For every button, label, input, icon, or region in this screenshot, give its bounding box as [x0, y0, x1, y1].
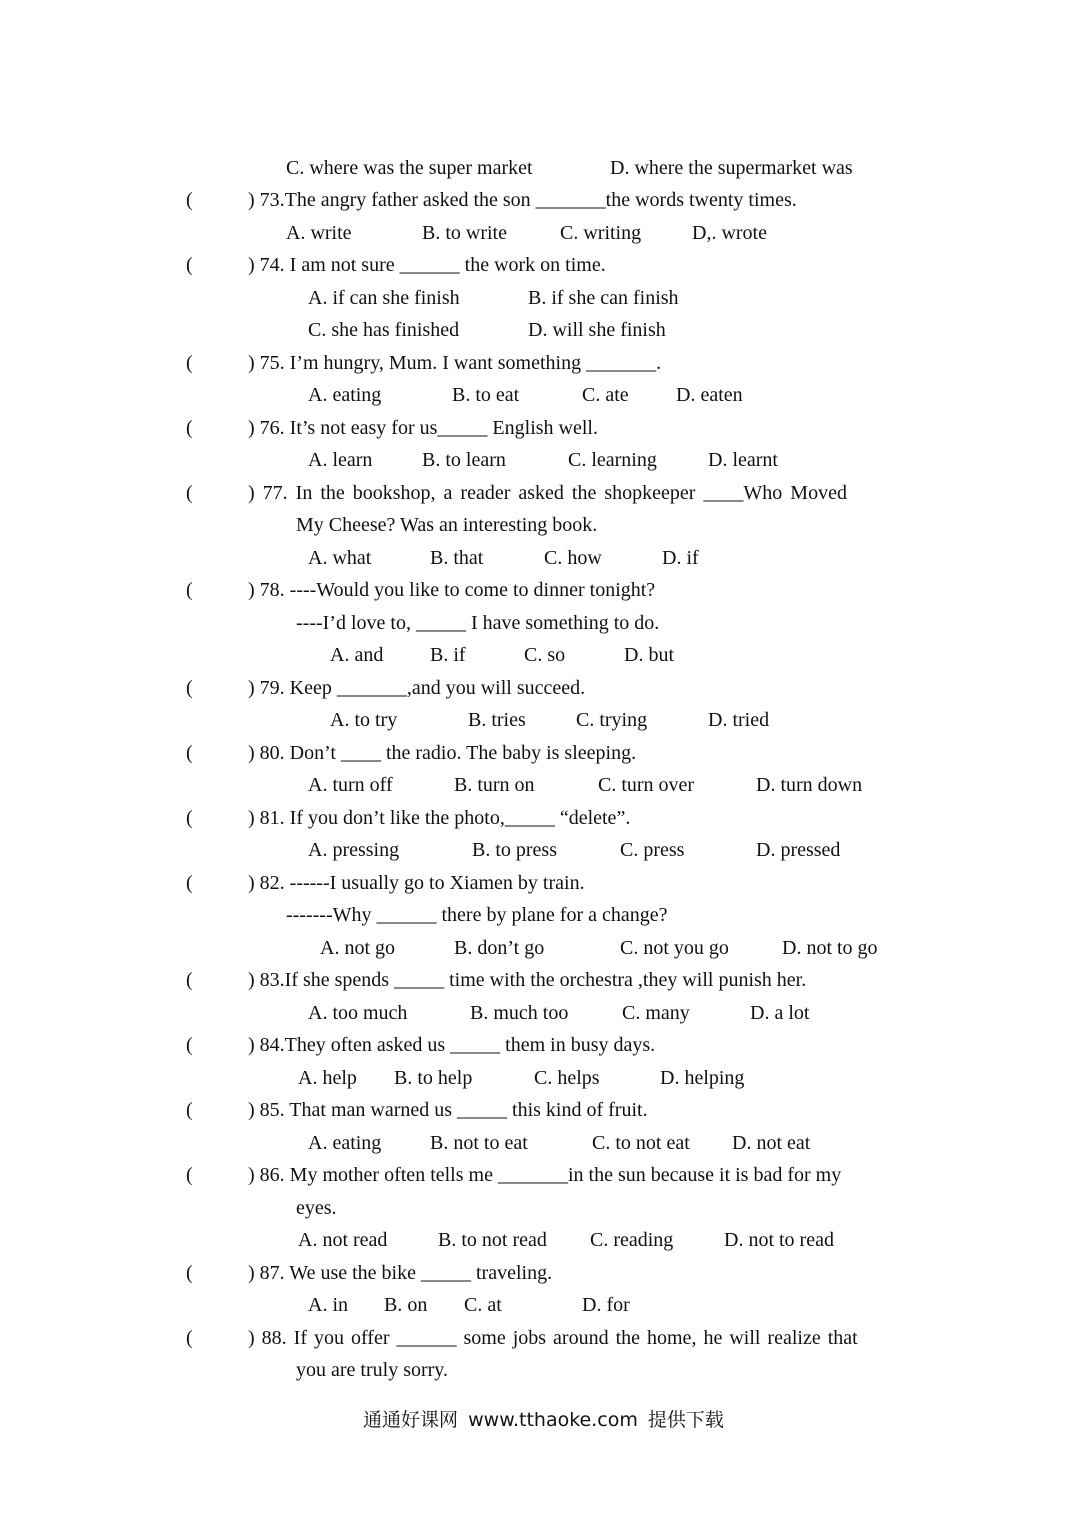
option: B. to help [394, 1067, 473, 1089]
option: B. if [430, 644, 466, 666]
footer-site: 通通好课网 [363, 1409, 459, 1431]
option: B. to not read [438, 1229, 547, 1251]
option: A. pressing [308, 839, 400, 861]
option: B. to write [422, 222, 507, 244]
option: D. a lot [750, 1002, 810, 1024]
option: B. on [384, 1294, 428, 1316]
option: A. turn off [308, 774, 393, 796]
answer-paren: ( [186, 1034, 193, 1056]
option: C. press [620, 839, 685, 861]
page-footer [0, 1408, 1087, 1432]
option: D. helping [660, 1067, 745, 1089]
option: A. in [308, 1294, 348, 1316]
answer-paren: ( [186, 482, 193, 504]
question-stem: ) 85. That man warned us _____ this kind of fruit. [248, 1099, 648, 1121]
option: C. ate [582, 384, 629, 406]
question-stem: ) 88. If you offer ______ some jobs around the home, he will realize that [248, 1327, 858, 1349]
question-stem: ) 87. We use the bike _____ traveling. [248, 1262, 553, 1284]
answer-paren: ( [186, 352, 193, 374]
question-stem: ) 84.They often asked us _____ them in busy days. [248, 1034, 656, 1056]
option: C. turn over [598, 774, 695, 796]
question-stem-cont: eyes. [296, 1197, 337, 1219]
question-stem: ) 79. Keep _______,and you will succeed. [248, 677, 586, 699]
option: D. but [624, 644, 674, 666]
option: D. if [662, 547, 699, 569]
question-stem-cont: -------Why ______ there by plane for a change? [286, 904, 668, 926]
option: A. not go [320, 937, 395, 959]
option: B. to press [472, 839, 557, 861]
option: C. writing [560, 222, 642, 244]
option: C. to not eat [592, 1132, 690, 1154]
option: A. too much [308, 1002, 408, 1024]
answer-paren: ( [186, 742, 193, 764]
option: C. trying [576, 709, 648, 731]
option: A. to try [330, 709, 398, 731]
option-d-72: D. where the supermarket was [610, 157, 853, 179]
question-stem: ) 86. My mother often tells me _______in the sun because it is bad for my [248, 1164, 842, 1186]
option: B. not to eat [430, 1132, 528, 1154]
option: D. learnt [708, 449, 778, 471]
answer-paren: ( [186, 254, 193, 276]
option: C. at [464, 1294, 502, 1316]
option: B. much too [470, 1002, 569, 1024]
question-stem: ) 74. I am not sure ______ the work on time. [248, 254, 606, 276]
option: B. tries [468, 709, 526, 731]
option: C. helps [534, 1067, 600, 1089]
answer-paren: ( [186, 579, 193, 601]
question-stem: ) 76. It’s not easy for us_____ English well. [248, 417, 598, 439]
answer-paren: ( [186, 872, 193, 894]
option: B. don’t go [454, 937, 545, 959]
question-stem: ) 77. In the bookshop, a reader asked the shopkeeper ____Who Moved [248, 482, 847, 504]
option: D. pressed [756, 839, 841, 861]
question-stem-cont: My Cheese? Was an interesting book. [296, 514, 598, 536]
option: D. eaten [676, 384, 743, 406]
question-stem: ) 75. I’m hungry, Mum. I want something _______. [248, 352, 662, 374]
answer-paren: ( [186, 417, 193, 439]
option: D. not eat [732, 1132, 811, 1154]
question-stem: ) 73.The angry father asked the son _______the words twenty times. [248, 189, 797, 211]
option: A. eating [308, 1132, 382, 1154]
question-stem-cont: you are truly sorry. [296, 1359, 448, 1381]
option: A. learn [308, 449, 373, 471]
option: D. tried [708, 709, 770, 731]
answer-paren: ( [186, 677, 193, 699]
option: B. turn on [454, 774, 535, 796]
option: C. how [544, 547, 602, 569]
answer-paren: ( [186, 1099, 193, 1121]
answer-paren: ( [186, 1262, 193, 1284]
question-stem: ) 82. ------I usually go to Xiamen by train. [248, 872, 585, 894]
question-stem: ) 78. ----Would you like to come to dinner tonight? [248, 579, 656, 601]
option: D. turn down [756, 774, 863, 796]
option: D,. wrote [692, 222, 767, 244]
option: C. reading [590, 1229, 674, 1251]
option: A. help [298, 1067, 357, 1089]
question-stem: ) 83.If she spends _____ time with the orchestra ,they will punish her. [248, 969, 807, 991]
option: A. and [330, 644, 384, 666]
option: C. not you go [620, 937, 729, 959]
option: C. she has finished [308, 319, 460, 341]
option: B. to learn [422, 449, 506, 471]
footer-note: 提供下载 [647, 1409, 724, 1431]
option-c-72: C. where was the super market [286, 157, 533, 179]
option: A. what [308, 547, 372, 569]
option: A. write [286, 222, 352, 244]
option: D. will she finish [528, 319, 666, 341]
option: B. if she can finish [528, 287, 679, 309]
option: A. not read [298, 1229, 388, 1251]
question-stem-cont: ----I’d love to, _____ I have something to do. [296, 612, 660, 634]
answer-paren: ( [186, 807, 193, 829]
option: C. many [622, 1002, 690, 1024]
question-stem: ) 81. If you don’t like the photo,_____ “delete”. [248, 807, 631, 829]
answer-paren: ( [186, 1327, 193, 1349]
option: A. if can she finish [308, 287, 460, 309]
answer-paren: ( [186, 189, 193, 211]
option: B. to eat [452, 384, 520, 406]
option: D. for [582, 1294, 630, 1316]
option: C. learning [568, 449, 657, 471]
option: D. not to go [782, 937, 878, 959]
answer-paren: ( [186, 969, 193, 991]
question-stem: ) 80. Don’t ____ the radio. The baby is sleeping. [248, 742, 637, 764]
option: D. not to read [724, 1229, 834, 1251]
footer-url: www.tthaoke.com [468, 1409, 638, 1431]
option: C. so [524, 644, 566, 666]
answer-paren: ( [186, 1164, 193, 1186]
option: B. that [430, 547, 484, 569]
option: A. eating [308, 384, 382, 406]
